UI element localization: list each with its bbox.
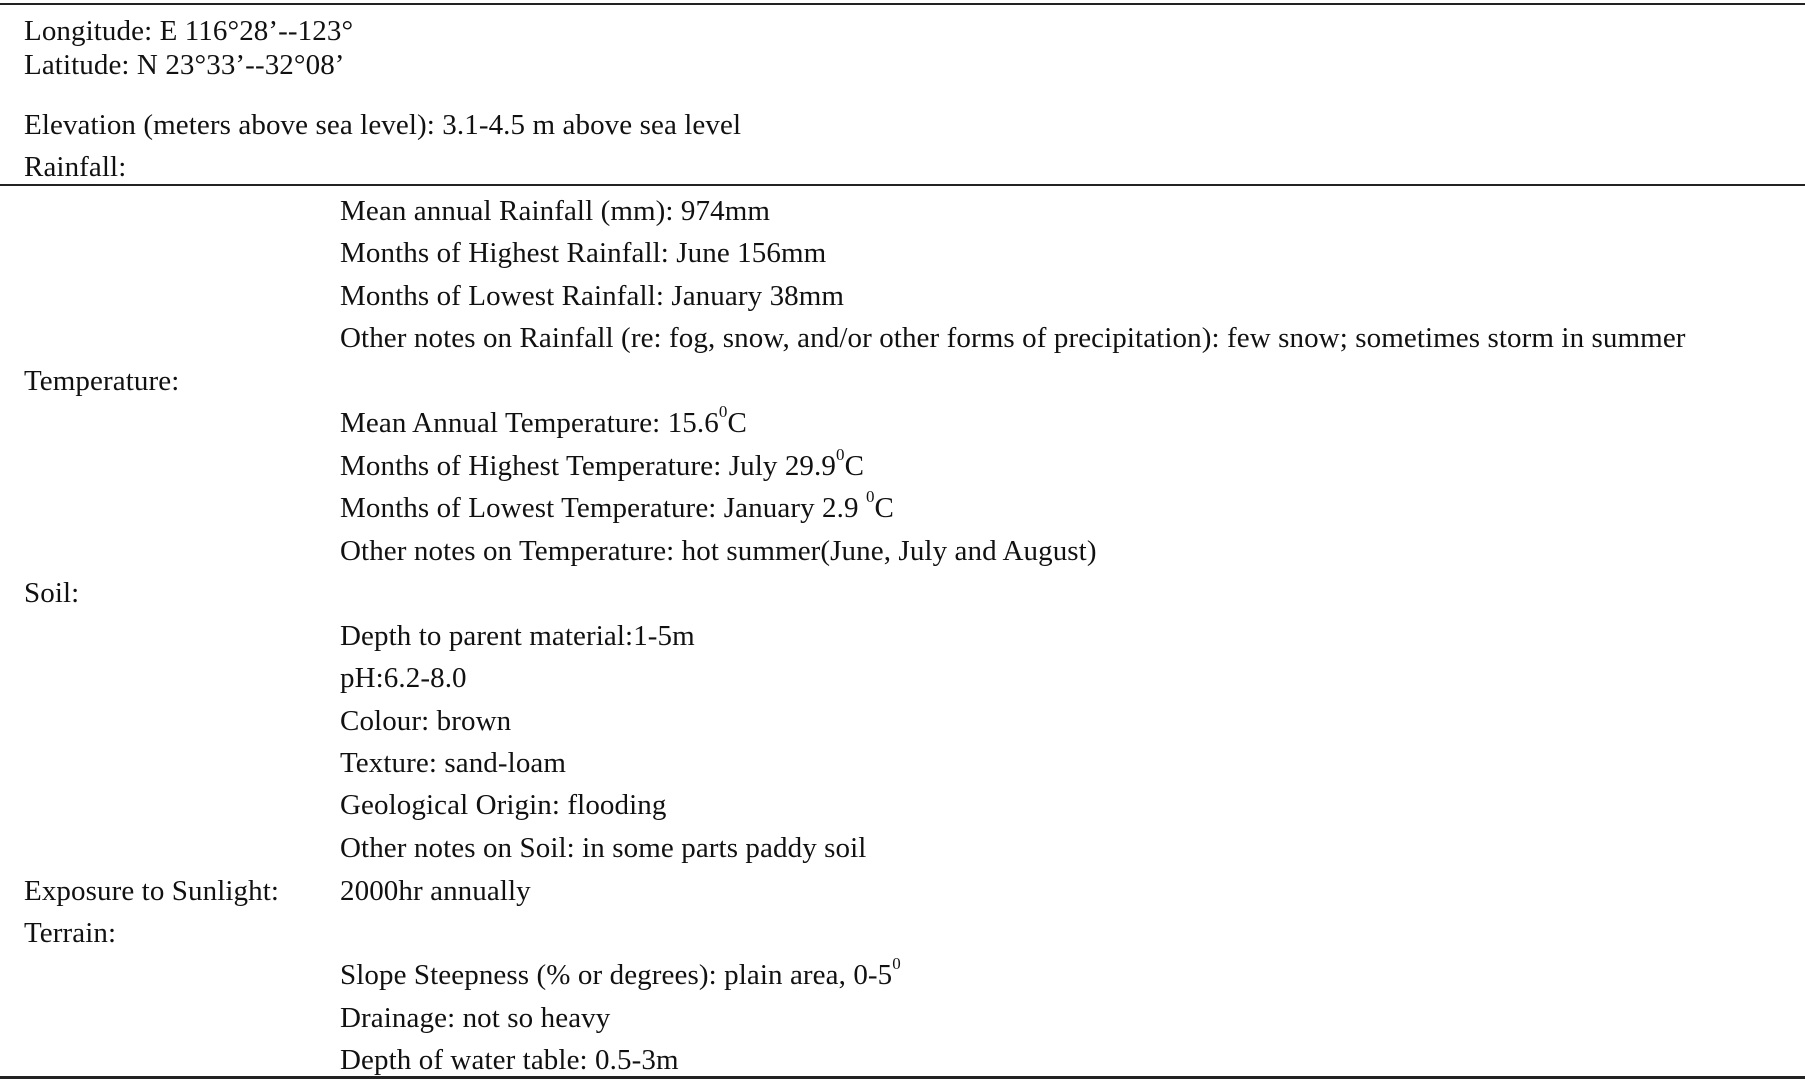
mean-temperature-value: Mean Annual Temperature: 15.6 xyxy=(340,407,719,439)
highest-temperature-text xyxy=(340,445,865,483)
soil-notes-text: Other notes on Soil: in some parts paddy soil xyxy=(340,832,867,864)
soil-depth-text: Depth to parent material:1-5m xyxy=(340,620,695,652)
degree-superscript: 0 xyxy=(865,487,875,507)
soil-origin-text: Geological Origin: flooding xyxy=(340,789,667,821)
mean-rainfall-text: Mean annual Rainfall (mm): 974mm xyxy=(340,195,771,227)
degree-superscript: 0 xyxy=(892,954,901,974)
soil-ph-text: pH:6.2-8.0 xyxy=(340,662,467,694)
header-separator-rule xyxy=(0,184,1805,186)
degree-superscript: 0 xyxy=(718,402,728,422)
soil-texture-text: Texture: sand-loam xyxy=(340,747,567,779)
longitude-text: Longitude: E 116°28’--123° xyxy=(24,15,354,47)
slope-steepness-text xyxy=(340,954,901,992)
latitude-text: Latitude: N 23°33’--32°08’ xyxy=(24,49,345,81)
celsius-unit: C xyxy=(844,450,865,482)
celsius-unit: C xyxy=(874,492,894,524)
lowest-temperature-value: Months of Lowest Temperature: January 2.9 xyxy=(340,492,866,524)
highest-temperature-value: Months of Highest Temperature: July 29.9 xyxy=(340,450,836,482)
terrain-label: Terrain: xyxy=(24,917,117,949)
rainfall-label: Rainfall: xyxy=(24,151,127,183)
degree-superscript: 0 xyxy=(835,445,845,465)
slope-steepness-value: Slope Steepness (% or degrees): plain area, 0-5 xyxy=(340,959,893,991)
bottom-rule xyxy=(0,1076,1805,1079)
mean-temperature-text xyxy=(340,402,747,440)
elevation-text: Elevation (meters above sea level): 3.1-4.5 m above sea level xyxy=(24,109,742,141)
soil-colour-text: Colour: brown xyxy=(340,705,512,737)
sunlight-label: Exposure to Sunlight: xyxy=(24,875,280,907)
temperature-notes-text: Other notes on Temperature: hot summer(June, July and August) xyxy=(340,535,1097,567)
highest-rainfall-text: Months of Highest Rainfall: June 156mm xyxy=(340,237,827,269)
temperature-label: Temperature: xyxy=(24,365,180,397)
top-rule xyxy=(0,3,1805,5)
sunlight-value: 2000hr annually xyxy=(340,875,531,907)
lowest-rainfall-text: Months of Lowest Rainfall: January 38mm xyxy=(340,280,845,312)
drainage-text: Drainage: not so heavy xyxy=(340,1002,611,1034)
soil-label: Soil: xyxy=(24,577,80,609)
lowest-temperature-text xyxy=(340,487,894,525)
water-table-text: Depth of water table: 0.5-3m xyxy=(340,1044,679,1076)
celsius-unit: C xyxy=(727,407,747,439)
rainfall-notes-text: Other notes on Rainfall (re: fog, snow, and/or other forms of precipitation): few snow; sometimes storm in summer xyxy=(340,322,1686,354)
